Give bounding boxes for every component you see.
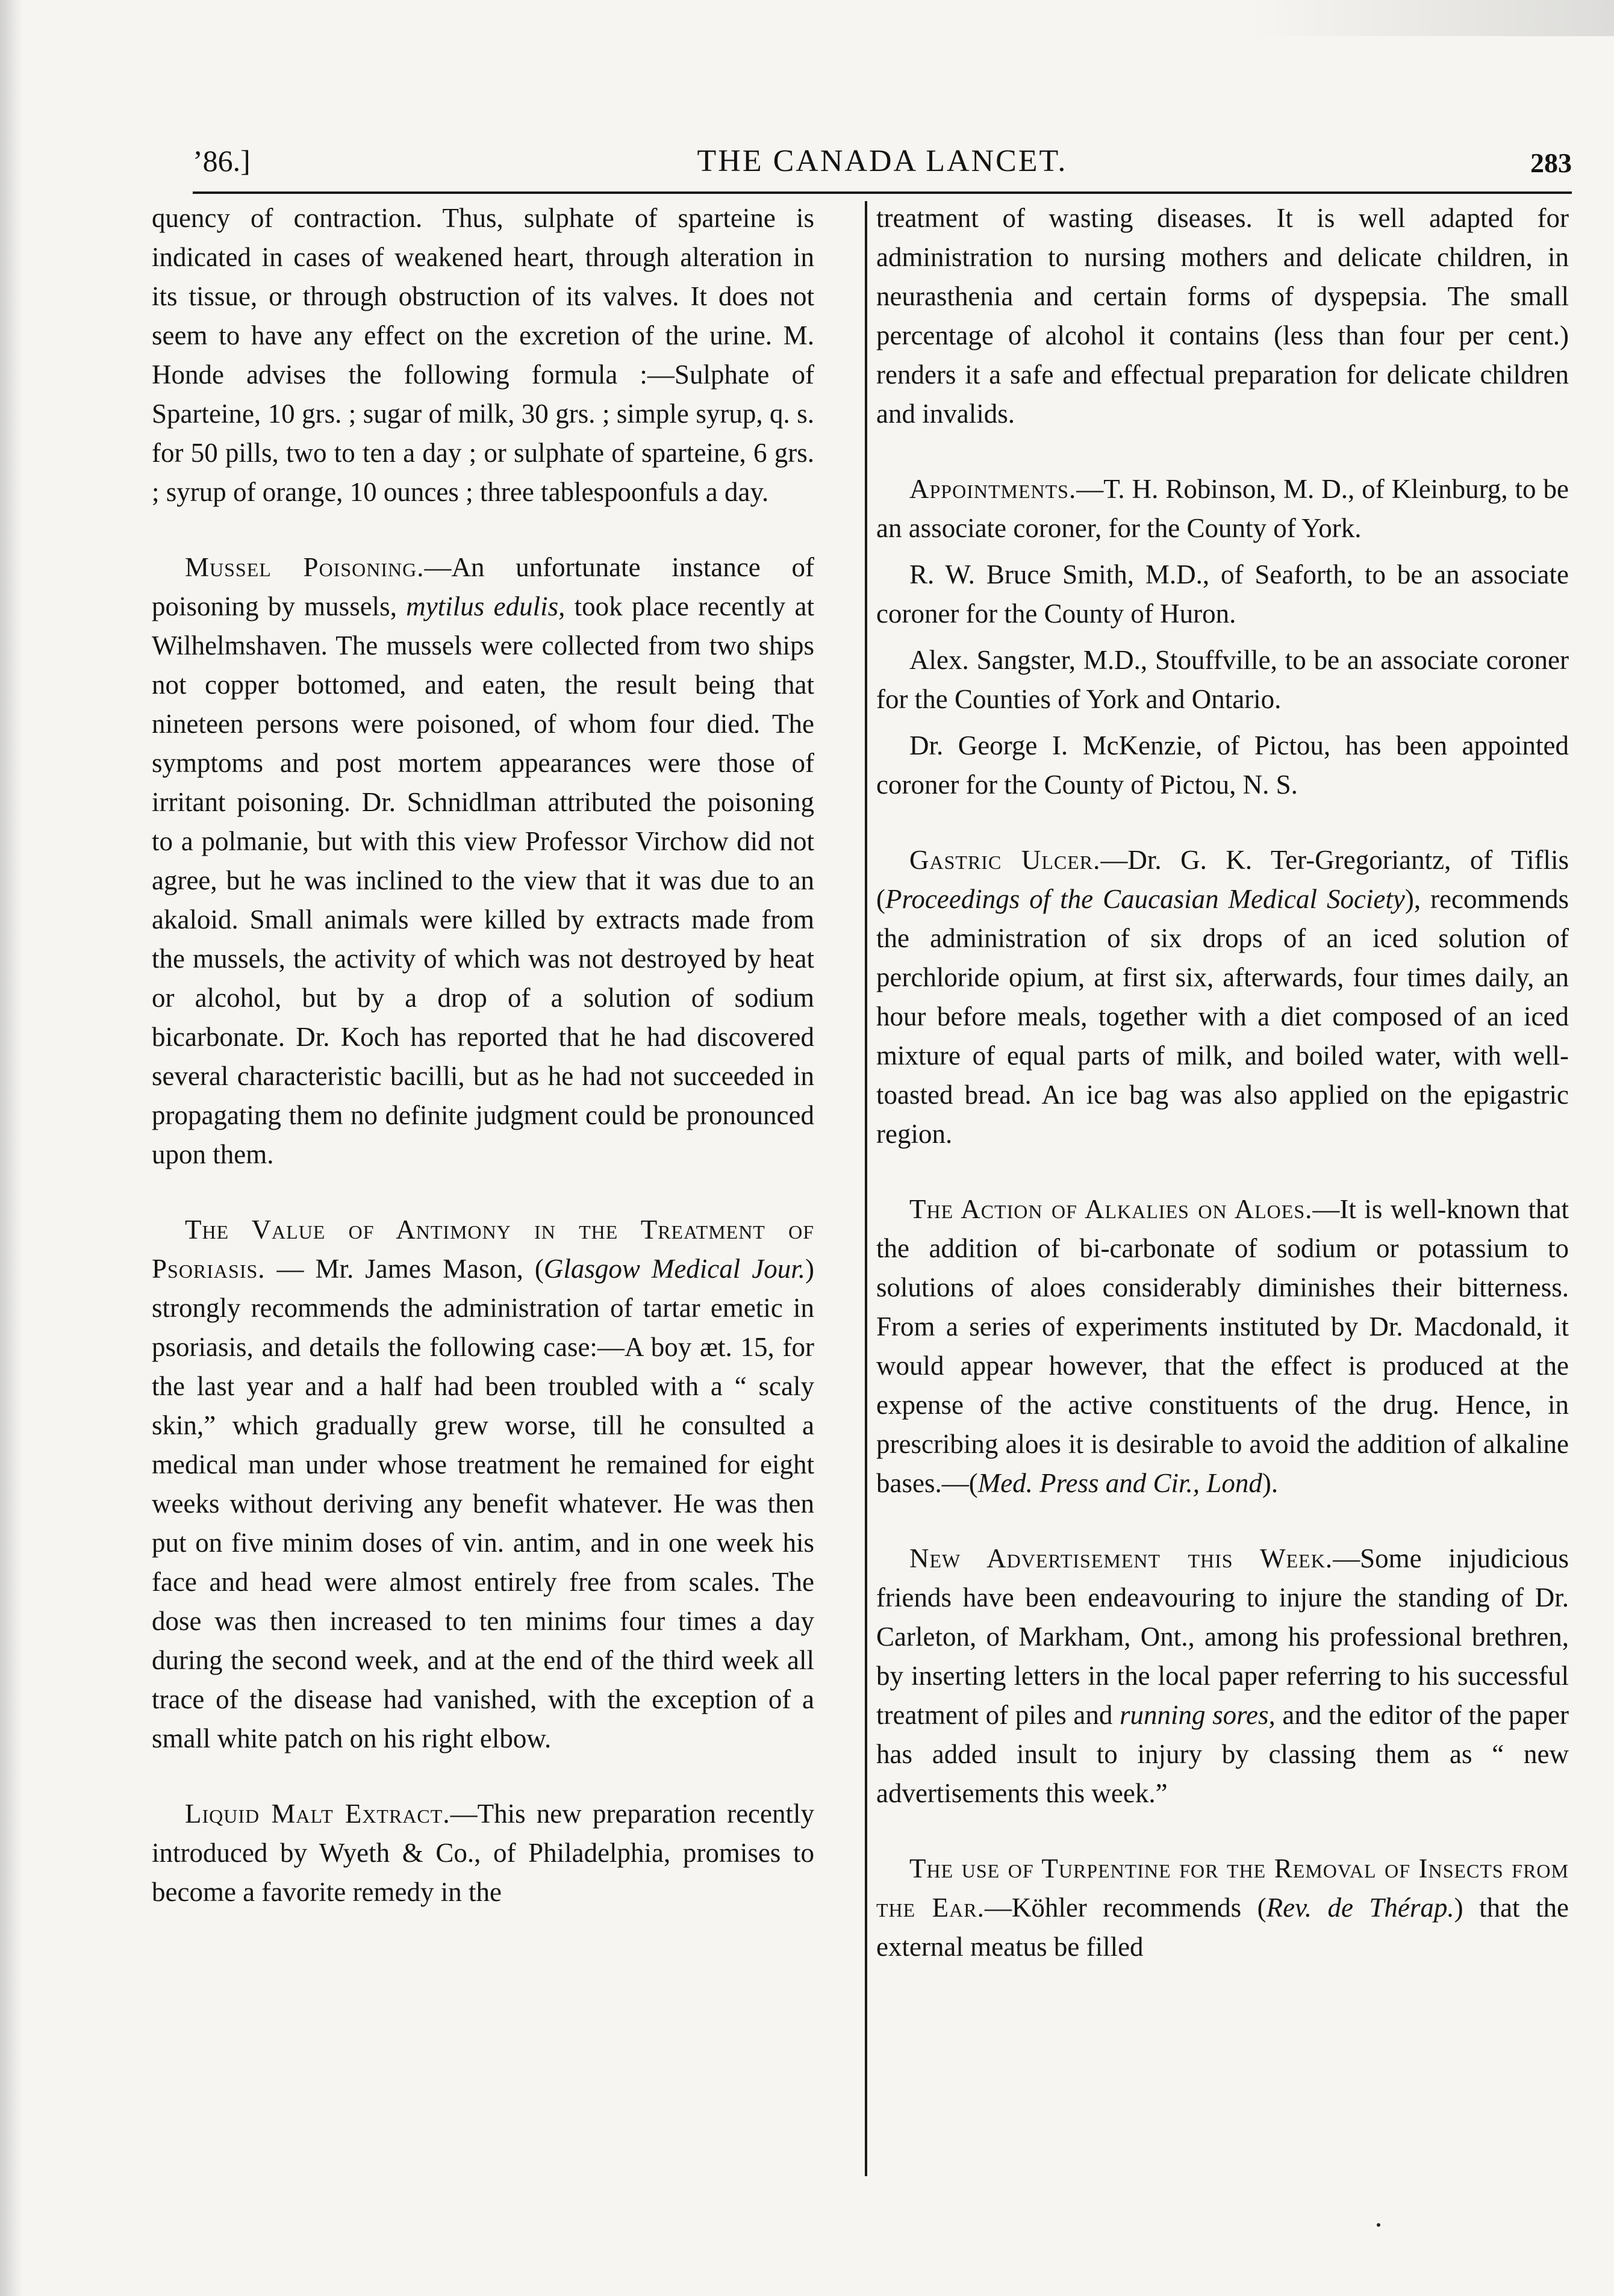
article-text: and the editor of the paper has added insult to injury by classing them as “ new advertisements this week.”: [876, 1700, 1569, 1808]
article-turpentine-insects: [876, 1849, 1569, 1967]
article-new-advertisement: [876, 1539, 1569, 1813]
article-appointments: [876, 470, 1569, 548]
page-edge-shadow: [0, 0, 23, 2296]
citation-source: Rev. de Thérap.: [1266, 1893, 1454, 1923]
sparteine-continuation: quency of contraction. Thus, sulphate of sparteine is indicated in cases of weakened heart, through alteration in its tissue, or through obstruction of its valves. It does not seem to have any effect on the excretion of the urine. M. Honde advises the following formula :—Sulphate of Sparteine, 10 grs. ; sugar of milk, 30 grs. ; simple syrup, q. s. for 50 pills, two to ten a day ; or sulphate of sparteine, 6 grs. ; syrup of orange, 10 ounces ; three tablespoonfuls a day.: [152, 203, 814, 507]
article-heading: New Advertisement this Week.: [909, 1543, 1333, 1573]
article-text: — Mr. James Mason, (: [265, 1254, 544, 1284]
article-heading: The Action of Alkalies on Aloes.: [909, 1194, 1313, 1224]
article-gastric-ulcer: [876, 841, 1569, 1154]
article-heading: Gastric Ulcer.: [909, 845, 1101, 875]
right-column: [876, 199, 1569, 1967]
appointment-entry: —T. H. Robinson, M. D., of Kleinburg, to be an associate coroner, for the County of York.: [876, 474, 1569, 543]
article-text: —Dr. G. K. Ter-Gregoriantz, of Tiflis (: [876, 845, 1569, 914]
page-number: 283: [1530, 148, 1572, 178]
journal-title: THE CANADA LANCET.: [697, 144, 1068, 178]
article-text: —This new preparation recently introduced by Wyeth & Co., of Philadelphia, promises to become a favorite remedy in the: [152, 1799, 814, 1907]
column-divider: [865, 201, 867, 2176]
appointment-entry: R. W. Bruce Smith, M.D., of Seaforth, to be an associate coroner for the County of Huron.: [876, 559, 1569, 629]
header-rule: [193, 191, 1572, 194]
article-antimony-psoriasis: [152, 1210, 814, 1758]
citation-source: Med. Press and Cir., Lond: [977, 1468, 1262, 1498]
article-text: —Some injudicious friends have been endeavouring to injure the standing of Dr. Carleton, of Markham, Ont., among his professional brethren, by inserting letters in the local paper referring to his successful treatment of piles and: [876, 1543, 1569, 1730]
article-heading: Liquid Malt Extract.: [185, 1799, 450, 1829]
article-heading: The use of Turpentine for the Removal of Insects from the Ear.: [876, 1853, 1569, 1923]
article-heading: The Value of Antimony in the Treatment of Psoriasis.: [152, 1215, 814, 1284]
article-text: ).: [1262, 1468, 1279, 1498]
article-heading: Mussel Poisoning.: [185, 552, 425, 582]
article-text: took place recently at Wilhelmshaven. The mussels were collected from two ships not copper bottomed, and eaten, the result being that nineteen persons were poisoned, of whom four died. The symptoms and post mortem appearances were those of irritant poisoning. Dr. Schnidlman attributed the poisoning to a polmanie, but with this view Professor Virchow did not agree, but he was inclined to the view that it was due to an akaloid. Small animals were killed by extracts made from the mussels, the activity of which was not destroyed by heat or alcohol, but by a drop of a solution of sodium bicarbonate. Dr. Koch has reported that he had discovered several characteristic bacilli, but as he had not succeeded in propagating them no definite judgment could be pronounced upon them.: [152, 591, 814, 1169]
citation-source: Glasgow Medical Jour.: [543, 1254, 805, 1284]
article-text: —It is well-known that the addition of bi-carbonate of sodium or potassium to solutions of aloes considerably diminishes their bitterness. From a series of experiments instituted by Dr. Macdonald, it would appear however, that the effect is produced at the expense of the active constituents of the drug. Hence, in prescribing aloes it is desirable to avoid the addition of alkaline bases.—(: [876, 1194, 1569, 1498]
article-text: —Köhler recommends (: [984, 1893, 1267, 1923]
article-text: ) strongly recommends the administration of tartar emetic in psoriasis, and details the following case:—A boy æt. 15, for the last year and a half had been troubled with a “ scaly skin,” which gradually grew worse, till he consulted a medical man under whose treatment he remained for eight weeks without deriving any benefit whatever. He was then put on five minim doses of vin. antim, and in one week his face and head were almost entirely free from scales. The dose was then increased to ten minims four times a day during the second week, and at the end of the third week all trace of the disease had vanished, with the exception of a small white patch on his right elbow.: [152, 1254, 814, 1753]
header-year: ’86.]: [193, 144, 251, 178]
article-liquid-malt-extract: [152, 1794, 814, 1912]
appointment-entry: Alex. Sangster, M.D., Stouffville, to be an associate coroner for the Counties of York and Ontario.: [876, 645, 1569, 714]
article-heading: Appointments.: [909, 474, 1077, 504]
running-header: [193, 143, 1572, 198]
species-name: mytilus edulis,: [406, 591, 566, 621]
article-text: ), recommends the administration of six drops of an iced solution of perchloride opium, at first six, afterwards, four times daily, an hour before meals, together with a diet composed of an iced mixture of equal parts of milk, and boiled water, with well-toasted bread. An ice bag was also applied on the epigastric region.: [876, 884, 1569, 1149]
scan-corner-mark: [1253, 0, 1614, 36]
left-column: [152, 199, 814, 1912]
article-text: ) that the external meatus be filled: [876, 1893, 1569, 1962]
article-mussel-poisoning: [152, 548, 814, 1174]
article-alkalies-aloes: [876, 1190, 1569, 1503]
article-text: —An unfortunate instance of poisoning by mussels,: [152, 552, 814, 621]
appointment-entry: Dr. George I. McKenzie, of Pictou, has been appointed coroner for the County of Pictou, N. S.: [876, 730, 1569, 800]
emphasis-text: running sores,: [1119, 1700, 1276, 1730]
malt-continuation: treatment of wasting diseases. It is well adapted for administration to nursing mothers and delicate children, in neurasthenia and certain forms of dyspepsia. The small percentage of alcohol it contains (less than four per cent.) renders it a safe and effectual preparation for delicate children and invalids.: [876, 203, 1569, 429]
ink-speck: [1377, 2223, 1380, 2227]
citation-source: Proceedings of the Caucasian Medical Society: [885, 884, 1405, 914]
